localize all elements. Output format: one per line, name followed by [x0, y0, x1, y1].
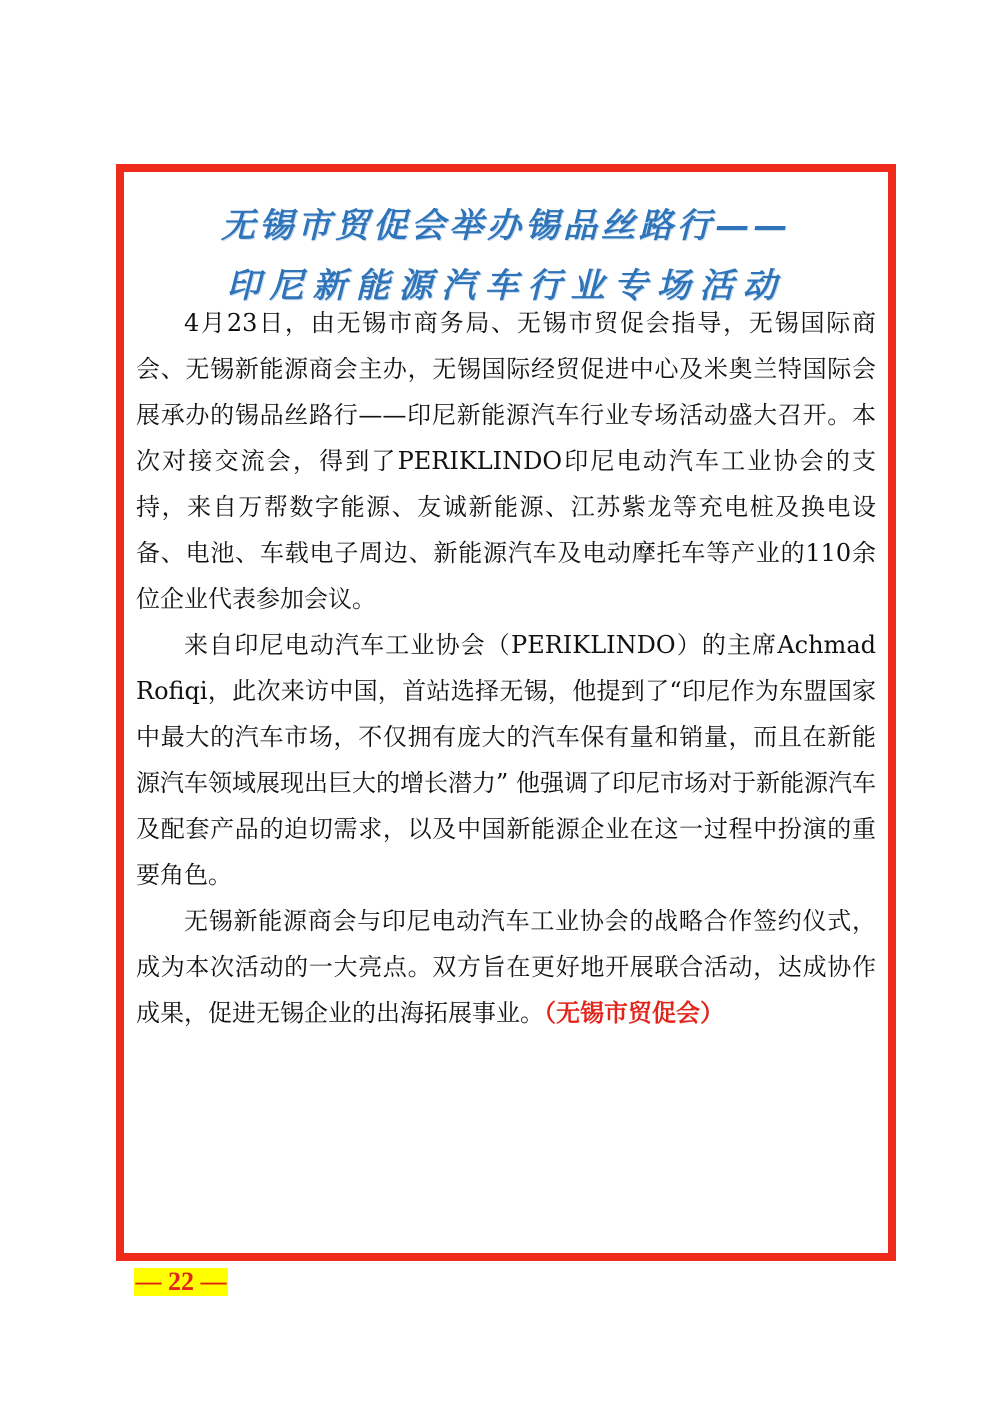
paragraph-1: 4月23日，由无锡市商务局、无锡市贸促会指导，无锡国际商会、无锡新能源商会主办，无锡国际经贸促进中心及米奥兰特国际会展承办的锡品丝路行——印尼新能源汽车行业专场活动盛大召开。本次对接交流会，得到了PERIKLINDO印尼电动汽车工业协会的支持，来自万帮数字能源、友诚新能源、江苏紫龙等充电桩及换电设备、电池、车载电子周边、新能源汽车及电动摩托车等产业的110余位企业代表参加会议。 — [136, 309, 876, 613]
paragraph-2: 来自印尼电动汽车工业协会（PERIKLINDO）的主席Achmad Rofiqi，此次来访中国，首站选择无锡，他提到了“印尼作为东盟国家中最大的汽车市场，不仅拥有庞大的汽车保有量和销量，而且在新能源汽车领域展现出巨大的增长潜力” 他强调了印尼市场对于新能源汽车及配套产品的迫切需求，以及中国新能源企业在这一过程中扮演的重要角色。 — [136, 631, 876, 889]
source-credit: （无锡市贸促会） — [544, 998, 724, 1027]
article-frame — [116, 164, 896, 1261]
article-title-line-2: 印尼新能源汽车行业专场活动 — [226, 266, 786, 306]
article-title-line-1: 无锡市贸促会举办锡品丝路行—— — [221, 206, 791, 246]
page-number: — 22 — — [135, 1267, 227, 1296]
paragraph-3-text: 无锡新能源商会与印尼电动汽车工业协会的战略合作签约仪式，成为本次活动的一大亮点。双方旨在更好地开展联合活动，达成协作成果，促进无锡企业的出海拓展事业。 — [136, 907, 876, 1027]
paragraph-3 — [136, 898, 876, 1036]
article-body — [136, 300, 876, 1036]
